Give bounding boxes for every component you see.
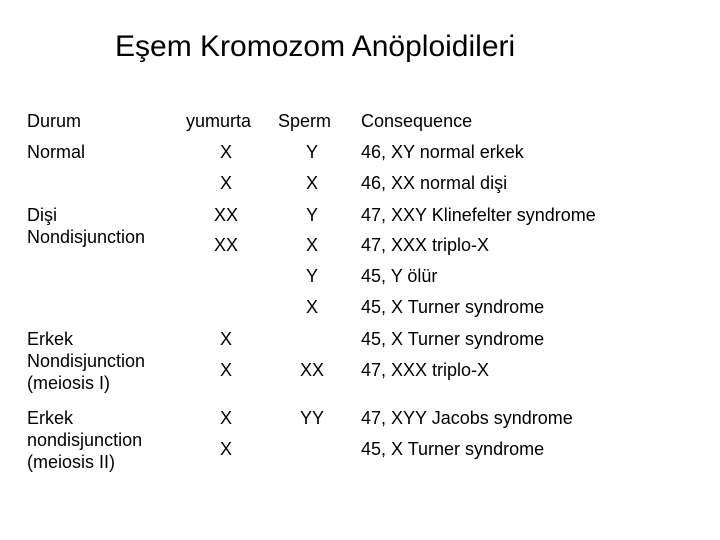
consequence-cell: 45, Y ölür: [361, 266, 438, 286]
consequence-cell: 45, X Turner syndrome: [361, 329, 545, 349]
sperm-cell: X: [305, 297, 318, 317]
table-header: [0, 110, 720, 142]
group-label-line: Nondisjunction: [27, 227, 146, 247]
egg-cell: X: [219, 173, 232, 193]
consequence-cell: 47, XXX triplo-X: [361, 360, 490, 380]
table-row: [0, 407, 720, 439]
sperm-cell: Y: [305, 205, 318, 225]
group-label-line: Normal: [27, 142, 86, 162]
sperm-cell: X: [305, 235, 318, 255]
page-title: Eşem Kromozom Anöploidileri: [115, 30, 516, 63]
group-label-line: Erkek: [27, 408, 74, 428]
egg-cell: X: [219, 360, 232, 380]
sperm-cell: Y: [305, 266, 318, 286]
sperm-cell: Y: [305, 142, 318, 162]
egg-cell: XX: [213, 205, 238, 225]
consequence-cell: 45, X Turner syndrome: [361, 439, 545, 459]
header-consequence: Consequence: [361, 111, 473, 131]
group-label-line: (meiosis I): [27, 373, 111, 393]
sperm-cell: X: [305, 173, 318, 193]
sperm-cell: YY: [299, 408, 324, 428]
egg-cell: XX: [213, 235, 238, 255]
group-label-line: Dişi: [27, 205, 57, 225]
egg-cell: X: [219, 142, 232, 162]
group-label-line: Erkek: [27, 329, 74, 349]
table-row: [0, 296, 720, 328]
table-row: [0, 328, 720, 360]
group-label-line: (meiosis II): [27, 452, 116, 472]
table-row: [0, 234, 720, 266]
egg-cell: X: [219, 439, 232, 459]
consequence-cell: 47, XXX triplo-X: [361, 235, 490, 255]
table-row: [0, 141, 720, 173]
table-row: [0, 172, 720, 204]
header-durum: Durum: [27, 111, 82, 131]
table-row: [0, 438, 720, 470]
consequence-cell: 47, XYY Jacobs syndrome: [361, 408, 573, 428]
header-egg: yumurta: [186, 111, 252, 131]
consequence-cell: 45, X Turner syndrome: [361, 297, 545, 317]
egg-cell: X: [219, 329, 232, 349]
group-label-line: Nondisjunction: [27, 351, 146, 371]
consequence-cell: 46, XY normal erkek: [361, 142, 524, 162]
header-sperm: Sperm: [278, 111, 332, 131]
sperm-cell: XX: [299, 360, 324, 380]
group-label-line: nondisjunction: [27, 430, 143, 450]
table-row: [0, 265, 720, 297]
consequence-cell: 47, XXY Klinefelter syndrome: [361, 205, 596, 225]
consequence-cell: 46, XX normal dişi: [361, 173, 508, 193]
table-row: [0, 359, 720, 391]
egg-cell: X: [219, 408, 232, 428]
table-row: [0, 204, 720, 236]
